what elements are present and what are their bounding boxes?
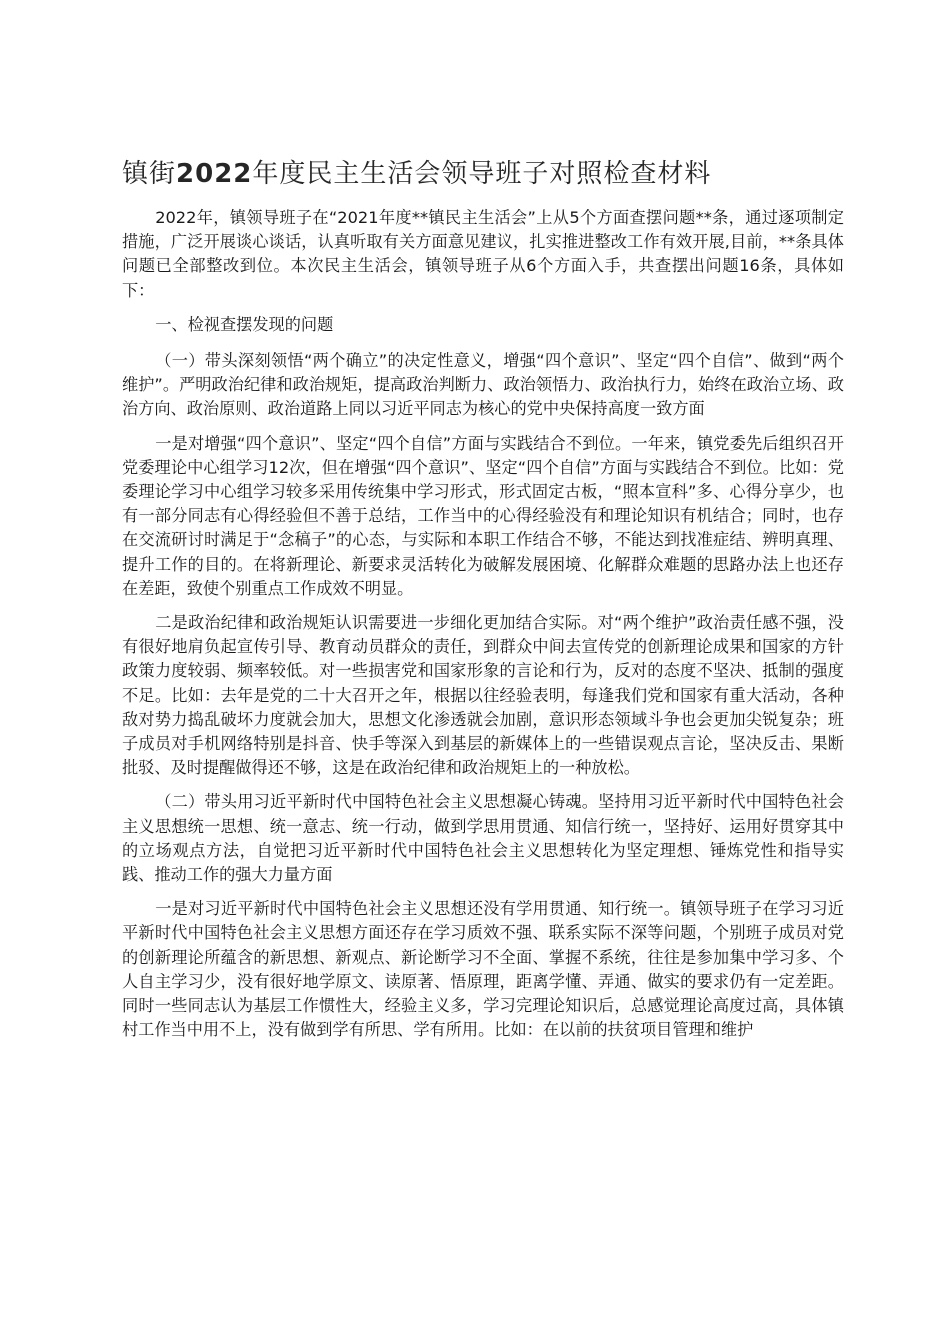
document-title [122,156,842,192]
subsection-heading-2: （二）带头用习近平新时代中国特色社会主义思想凝心铸魂。坚持用习近平新时代中国特色社会主义思想统一思想、统一意志、统一行动，做到学思用贯通、知信行统一，坚持好、运用好贯穿其中的立场观点方法，自觉把习近平新时代中国特色社会主义思想转化为坚定理想、锤炼党性和指导实践、推动工作的强大力量方面 [122,792,844,885]
title-year: 2022 [176,159,253,189]
section-heading: 一、检视查摆发现的问题 [155,314,334,334]
body-paragraph: 二是政治纪律和政治规矩认识需要进一步细化更加结合实际。对“两个维护”政治责任感不强，没有很好地肩负起宣传引导、教育动员群众的责任，到群众中间去宣传党的创新理论成果和国家的方针政策力度较弱、频率较低。对一些损害党和国家形象的言论和行为，反对的态度不坚决、抵制的强度不足。比如：去年是党的二十大召开之年，根据以往经验表明，每逢我们党和国家有重大活动，各种敌对势力捣乱破坏力度就会加大，思想文化渗透就会加剧，意识形态领域斗争也会更加尖锐复杂；班子成员对手机网络特别是抖音、快手等深入到基层的新媒体上的一些错误观点言论，坚决反击、果断批驳、及时提醒做得还不够，这是在政治纪律和政治规矩上的一种放松。 [122,613,844,778]
title-suffix: 年度民主生活会领导班子对照检查材料 [252,159,712,189]
subsection-heading-1: （一）带头深刻领悟“两个确立”的决定性意义，增强“四个意识”、坚定“四个自信”、做到“两个维护”。严明政治纪律和政治规矩，提高政治判断力、政治领悟力、政治执行力，始终在政治立场、政治方向、政治原则、政治道路上同以习近平同志为核心的党中央保持高度一致方面 [122,351,844,419]
body-paragraph: 一是对习近平新时代中国特色社会主义思想还没有学用贯通、知行统一。镇领导班子在学习习近平新时代中国特色社会主义思想方面还存在学习质效不强、联系实际不深等问题，个别班子成员对党的创新理论所蕴含的新思想、新观点、新论断学习不全面、掌握不系统，往往是参加集中学习多、个人自主学习少，没有很好地学原文、读原著、悟原理，距离学懂、弄通、做实的要求仍有一定差距。同时一些同志认为基层工作惯性大，经验主义多，学习完理论知识后，总感觉理论高度过高，具体镇村工作当中用不上，没有做到学有所思、学有所用。比如：在以前的扶贫项目管理和维护 [122,899,844,1040]
intro-paragraph: 2022年，镇领导班子在“2021年度**镇民主生活会”上从5个方面查摆问题**条，通过逐项制定措施，广泛开展谈心谈话，认真听取有关方面意见建议，扎实推进整改工作有效开展,目前，**条具体问题已全部整改到位。本次民主生活会，镇领导班子从6个方面入手，共查摆出问题16条，具体如下： [122,208,844,300]
title-prefix: 镇街 [122,159,177,189]
document-body [122,206,844,1053]
body-paragraph: 一是对增强“四个意识”、坚定“四个自信”方面与实践结合不到位。一年来，镇党委先后组织召开党委理论中心组学习12次，但在增强“四个意识”、坚定“四个自信”方面与实践结合不到位。比如：党委理论学习中心组学习较多采用传统集中学习形式，形式固定古板，“照本宣科”多、心得分享少，也有一部分同志有心得经验但不善于总结，工作当中的心得经验没有和理论知识有机结合；同时，也存在交流研讨时满足于“念稿子”的心态，与实际和本职工作结合不够，不能达到找准症结、辨明真理、提升工作的目的。在将新理论、新要求灵活转化为破解发展困境、化解群众难题的思路办法上也还存在差距，致使个别重点工作成效不明显。 [122,433,844,598]
